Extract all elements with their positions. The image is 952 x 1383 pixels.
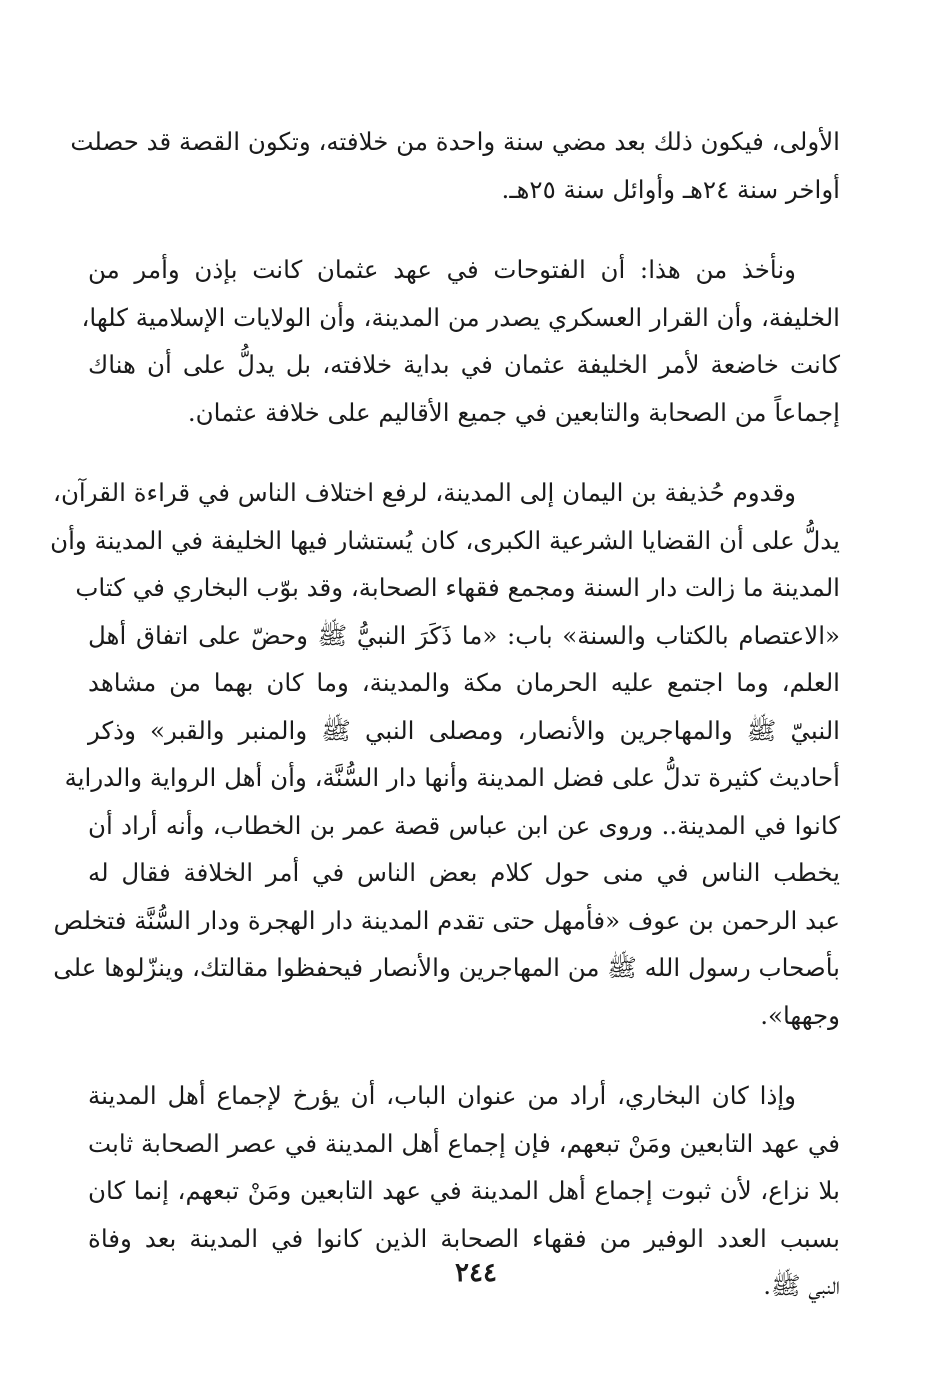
text-line: عبد الرحمن بن عوف «فأمهل حتى تقدم المدينة دار الهجرة ودار السُّنَّة فتخلص: [53, 905, 840, 935]
text-line: وقدوم حُذيفة بن اليمان إلى المدينة، لرفع اختلاف الناس في قراءة القرآن،: [53, 478, 796, 507]
text-line: «الاعتصام بالكتاب والسنة» باب: «ما ذَكَرَ النبيُّ ﷺ وحضّ على اتفاق أهل: [88, 620, 840, 650]
paragraph: [81, 246, 840, 436]
text-line: النبي ﷺ.: [763, 1271, 840, 1300]
text-line: كانوا في المدينة.. وروى عن ابن عباس قصة عمر بن الخطاب، وأنه أراد أن: [88, 810, 840, 840]
text-line: بسبب العدد الوفير من فقهاء الصحابة الذين كانوا في المدينة بعد وفاة: [88, 1223, 840, 1253]
text-line: في عهد التابعين ومَنْ تبعهم، فإن إجماع أهل المدينة في عصر الصحابة ثابت: [88, 1128, 840, 1158]
text-line: المدينة ما زالت دار السنة ومجمع فقهاء الصحابة، وقد بوّب البخاري في كتاب: [75, 573, 840, 602]
text-line: النبيّ ﷺ والمهاجرين والأنصار، ومصلى النبي ﷺ والمنبر والقبر» وذكر: [88, 715, 840, 745]
text-line: العلم، وما اجتمع عليه الحرمان مكة والمدينة، وما كان بهما من مشاهد: [88, 668, 840, 697]
text-line: وجهها».: [760, 1000, 840, 1030]
text-line: أواخر سنة ٢٤هـ وأوائل سنة ٢٥هـ.: [501, 174, 840, 204]
paragraph: [50, 469, 840, 1039]
page-number: ٢٤٤: [455, 1258, 497, 1288]
text-line: كانت خاضعة لأمر الخليفة عثمان في بداية خلافته، بل يدلُّ على أن هناك: [88, 350, 840, 379]
text-line: أحاديث كثيرة تدلُّ على فضل المدينة وأنها دار السُّنَّة، وأن أهل الرواية والدراية: [64, 763, 840, 792]
text-line: بلا نزاع، لأن ثبوت إجماع أهل المدينة في عهد التابعين ومَنْ تبعهم، إنما كان: [88, 1176, 840, 1205]
text-line: يدلُّ على أن القضايا الشرعية الكبرى، كان يُستشار فيها الخليفة في المدينة وأن: [50, 525, 840, 555]
paragraph: [70, 118, 840, 213]
text-line: ونأخذ من هذا: أن الفتوحات في عهد عثمان كانت بإذن وأمر من: [88, 255, 796, 284]
text-line: إجماعاً من الصحابة والتابعين في جميع الأقاليم على خلافة عثمان.: [187, 397, 840, 427]
text-line: الأولى، فيكون ذلك بعد مضي سنة واحدة من خلافته، وتكون القصة قد حصلت: [70, 127, 840, 156]
text-line: وإذا كان البخاري، أراد من عنوان الباب، أن يؤرخ لإجماع أهل المدينة: [88, 1081, 796, 1110]
text-line: الخليفة، وأن القرار العسكري يصدر من المدينة، وأن الولايات الإسلامية كلها،: [81, 302, 840, 332]
text-line: بأصحاب رسول الله ﷺ من المهاجرين والأنصار فيحفظوا مقالتك، وينزّلوها على: [53, 953, 840, 982]
text-line: يخطب الناس في منى حول كلام بعض الناس في أمر الخلافة فقال له: [88, 858, 840, 887]
